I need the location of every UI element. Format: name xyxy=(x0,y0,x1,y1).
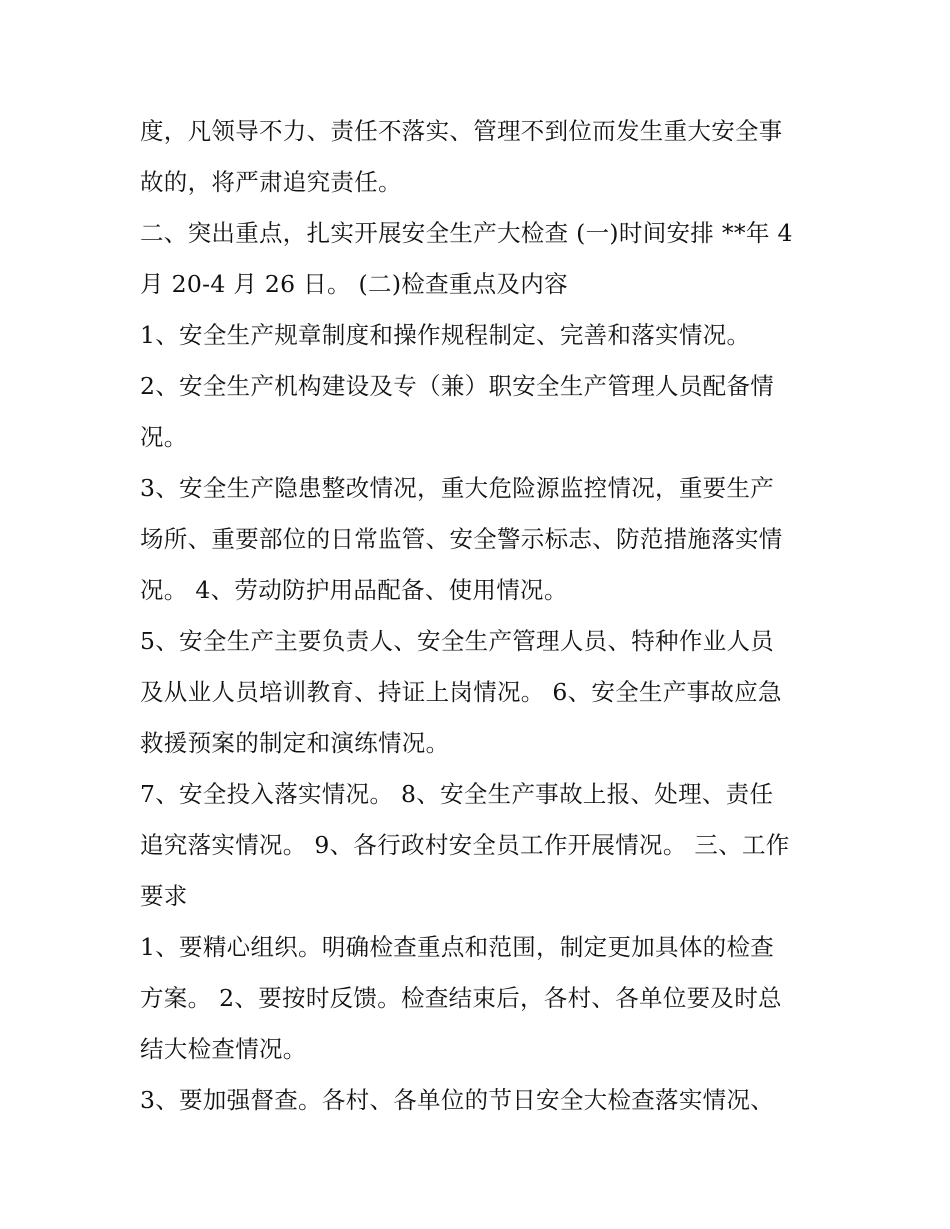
paragraph-3 xyxy=(140,310,812,361)
text-line: 3、要加强督查。各村、各单位的节日安全大检查落实情况、 xyxy=(140,1086,775,1114)
text-line: 救援预案的制定和演练情况。 xyxy=(140,729,450,757)
text-line: 月 20-4 月 26 日。 (二)检查重点及内容 xyxy=(140,270,568,298)
document-body xyxy=(140,106,812,1126)
text-line: 1、要精心组织。明确检查重点和范围，制定更加具体的检查 xyxy=(140,933,775,961)
text-line: 2、安全生产机构建设及专（兼）职安全生产管理人员配备情 xyxy=(140,372,775,400)
paragraph-9 xyxy=(140,1075,812,1126)
text-line: 3、安全生产隐患整改情况，重大危险源监控情况，重要生产 xyxy=(140,474,775,502)
text-line: 追究落实情况。 9、各行政村安全员工作开展情况。 三、工作 xyxy=(140,831,790,859)
text-line: 况。 xyxy=(140,423,188,451)
text-line: 场所、重要部位的日常监管、安全警示标志、防范措施落实情 xyxy=(140,525,783,553)
text-line: 况。 4、劳动防护用品配备、使用情况。 xyxy=(140,576,568,604)
paragraph-8 xyxy=(140,922,812,1075)
text-line: 要求 xyxy=(140,882,188,910)
text-line: 7、安全投入落实情况。 8、安全生产事故上报、处理、责任 xyxy=(140,780,774,808)
paragraph-7 xyxy=(140,769,812,922)
text-line: 故的，将严肃追究责任。 xyxy=(140,168,402,196)
text-line: 方案。 2、要按时反馈。检查结束后，各村、各单位要及时总 xyxy=(140,984,782,1012)
paragraph-6 xyxy=(140,616,812,769)
text-line: 结大检查情况。 xyxy=(140,1035,307,1063)
text-line: 度，凡领导不力、责任不落实、管理不到位而发生重大安全事 xyxy=(140,117,783,145)
paragraph-2 xyxy=(140,208,812,310)
text-line: 二、突出重点，扎实开展安全生产大检查 (一)时间安排 **年 4 xyxy=(140,219,793,247)
paragraph-4 xyxy=(140,361,812,463)
text-line: 1、安全生产规章制度和操作规程制定、完善和落实情况。 xyxy=(140,321,751,349)
text-line: 及从业人员培训教育、持证上岗情况。 6、安全生产事故应急 xyxy=(140,678,782,706)
text-line: 5、安全生产主要负责人、安全生产管理人员、特种作业人员 xyxy=(140,627,775,655)
paragraph-1 xyxy=(140,106,812,208)
paragraph-5 xyxy=(140,463,812,616)
